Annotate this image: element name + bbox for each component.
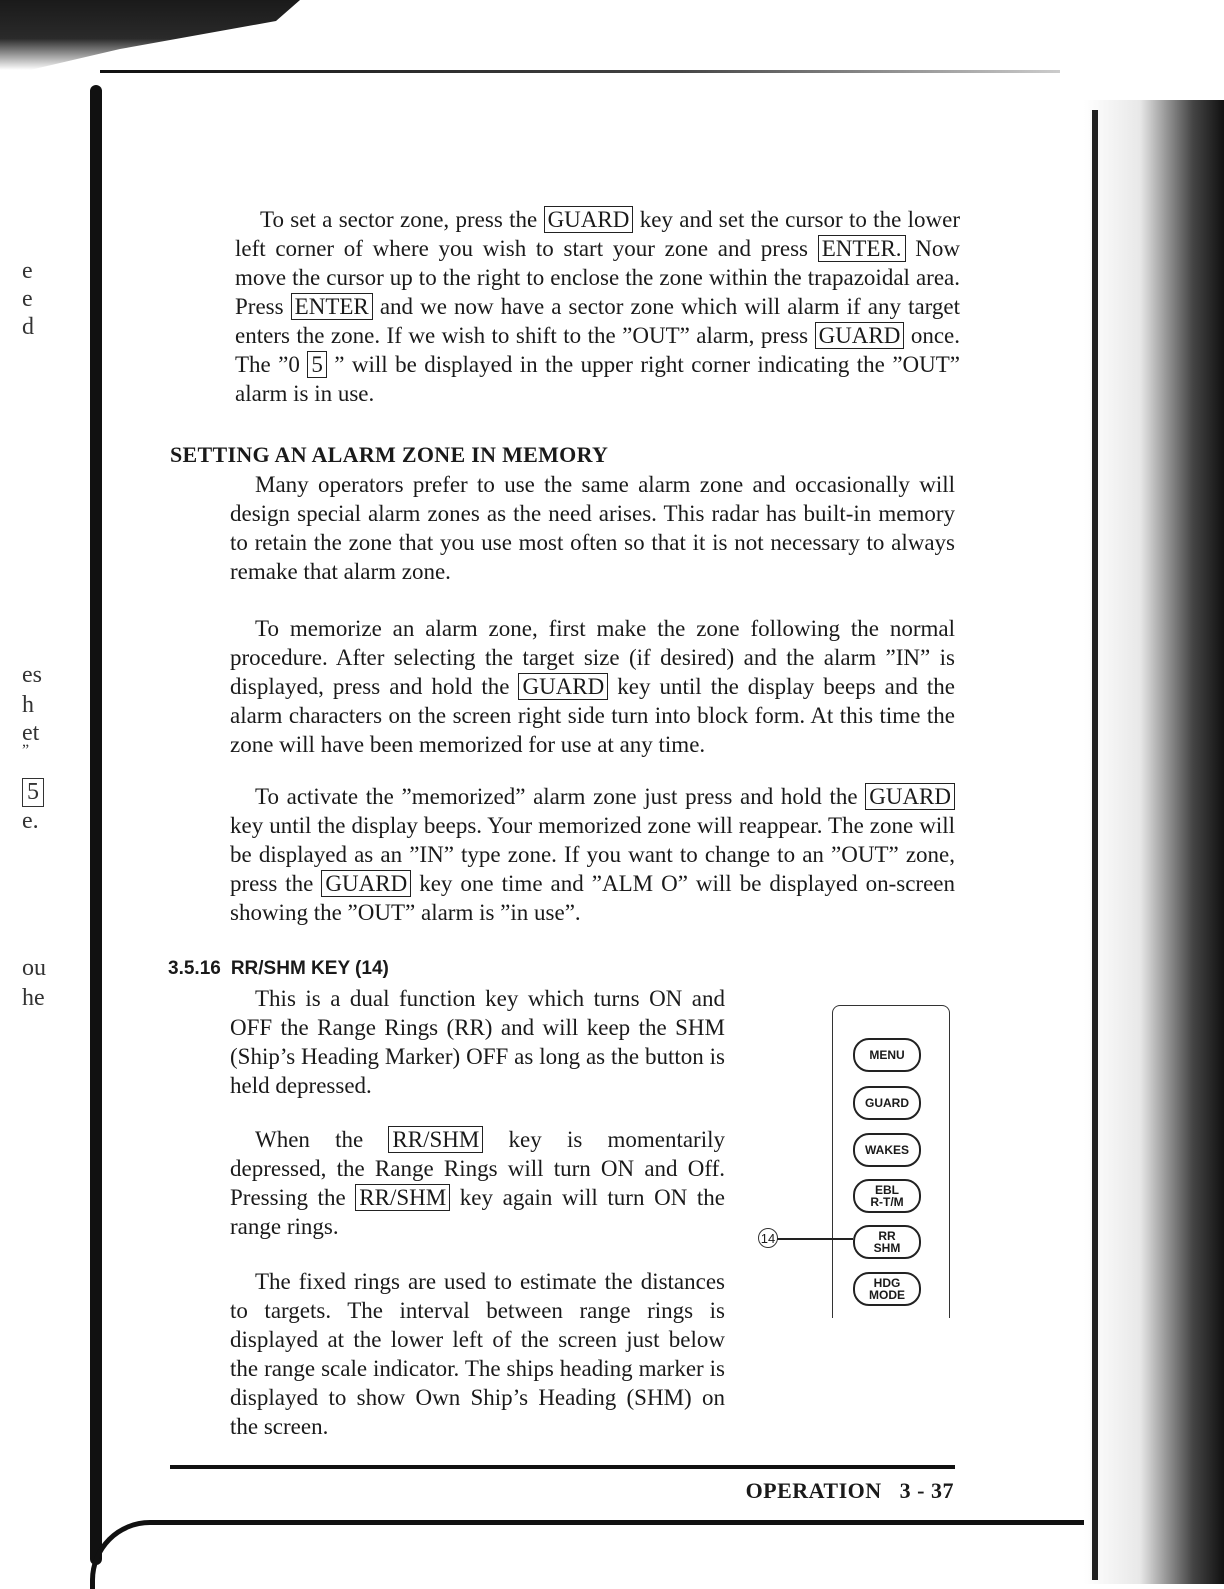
- footer-section: OPERATION: [745, 1478, 882, 1503]
- section-number: 3.5.16: [168, 958, 221, 979]
- section-heading-alarm-memory: SETTING AN ALARM ZONE IN MEMORY: [170, 442, 609, 467]
- paragraph-activate-zone: To activate the ”memorized” alarm zone just press and hold the GUARD key until the display beeps. Your memorized zone will reappear. The zone will be displayed as an ”IN” type zone. If you want to change to an ”OUT” zone, press the GUARD key one time and ”ALM O” will be displayed on-screen showing the ”OUT” alarm is ”in use”.: [230, 784, 955, 925]
- footer-rule: [170, 1465, 955, 1469]
- paragraph-memorize-zone: To memorize an alarm zone, first make the zone following the normal procedure. After selecting the target size (if desired) and the alarm ”IN” is displayed, press and hold the GUARD key until the display beeps and the alarm characters on the screen right side turn into block form. At this time the zone will have been memorized for use at any time.: [230, 616, 955, 757]
- section-title: RR/SHM KEY (14): [230, 958, 389, 979]
- page-right-edge: [1092, 110, 1098, 1580]
- callout-leader-line: [777, 1238, 853, 1240]
- keypad-illustration: [832, 1005, 950, 1318]
- paragraph-rr-shm-intro: This is a dual function key which turns ON and OFF the Range Rings (RR) and will keep the SHM (Ship’s Heading Marker) OFF as long as the button is held depressed.: [230, 986, 725, 1098]
- guard-key-label: GUARD: [815, 322, 905, 349]
- section-heading-rr-shm: [168, 958, 389, 980]
- page-footer: [746, 1478, 954, 1504]
- guard-key-label: GUARD: [518, 673, 608, 700]
- rr-shm-key-label: RR/SHM: [355, 1184, 450, 1211]
- callout-number: 14: [758, 1228, 778, 1248]
- margin-fragment: d: [22, 314, 34, 340]
- five-key-label: 5: [307, 351, 327, 378]
- rr-shm-button: RR SHM: [853, 1225, 921, 1259]
- paragraph-rr-shm-usage: When the RR/SHM key is momentarily depressed, the Range Rings will turn ON and Off. Pressing the RR/SHM key again will turn ON the range rings.: [230, 1127, 726, 1239]
- book-spine: [90, 85, 102, 1565]
- margin-fragment: e: [22, 286, 33, 312]
- scan-shadow-right: [1084, 100, 1224, 1584]
- guard-key-label: GUARD: [865, 783, 955, 810]
- margin-fragment: he: [22, 985, 45, 1011]
- rr-shm-key-label: RR/SHM: [388, 1126, 483, 1153]
- margin-fragment: ”: [22, 742, 30, 759]
- guard-key-label: GUARD: [544, 206, 634, 233]
- margin-fragment: 5: [22, 778, 44, 807]
- margin-fragment: ou: [22, 955, 46, 981]
- scan-shadow-top: [0, 0, 300, 70]
- wakes-button: WAKES: [853, 1133, 921, 1167]
- margin-fragment: et: [22, 720, 40, 746]
- paragraph-sector-zone: To set a sector zone, press the GUARD key and set the cursor to the lower left corner of where you wish to start your zone and press ENTER. Now move the cursor up to the right to enclose the zone within the trapazoidal area. Press ENTER and we now have a sector zone which will alarm if any target enters the zone. If we wish to shift to the ”OUT” alarm, press GUARD once. The ”0 5 ” will be displayed in the upper right corner indicating the ”OUT” alarm is in use.: [235, 207, 961, 406]
- ebl-button: EBL R-T/M: [853, 1179, 921, 1213]
- guard-button: GUARD: [853, 1086, 921, 1120]
- margin-fragment: es: [22, 662, 42, 688]
- page-number: 3 - 37: [899, 1478, 954, 1503]
- margin-fragment: h: [22, 692, 34, 718]
- paragraph-alarm-memory-intro: Many operators prefer to use the same alarm zone and occasionally will design special alarm zones as the need arises. This radar has built-in memory to retain the zone that you use most often so that it is not necessary to always remake that alarm zone.: [230, 472, 955, 584]
- page-top-edge: [100, 70, 1060, 73]
- menu-button: MENU: [853, 1038, 921, 1072]
- margin-fragment: e: [22, 258, 33, 284]
- page-bottom-edge: [90, 1520, 1095, 1589]
- guard-key-label: GUARD: [321, 870, 411, 897]
- margin-fragment: e.: [22, 808, 39, 834]
- paragraph-fixed-rings: The fixed rings are used to estimate the distances to targets. The interval between range rings is displayed at the lower left of the screen just below the range scale indicator. The ships heading marker is displayed to show Own Ship’s Heading (SHM) on the screen.: [230, 1269, 725, 1439]
- enter-key-label: ENTER.: [818, 235, 906, 262]
- enter-key-label: ENTER: [291, 293, 373, 320]
- hdg-mode-button: HDG MODE: [853, 1272, 921, 1306]
